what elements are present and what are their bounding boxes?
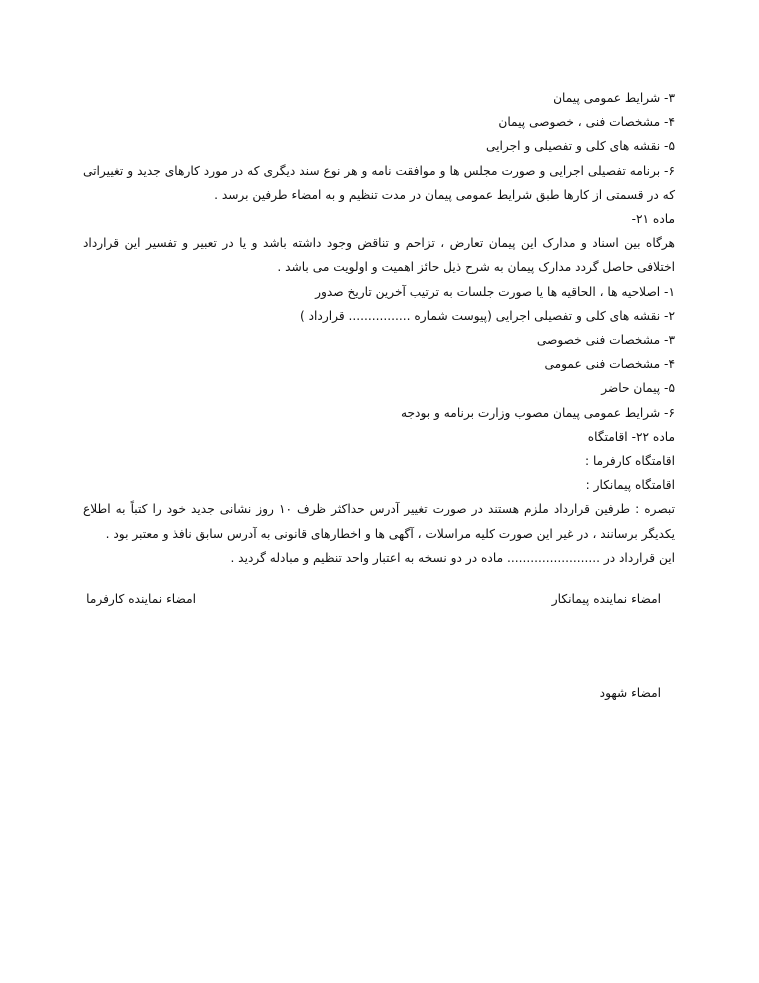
signature-row bbox=[0, 592, 759, 616]
employer-address-label: اقامتگاه کارفرما : bbox=[584, 454, 675, 469]
article-21-heading: ماده ۲۱- bbox=[631, 212, 675, 227]
item-drawings: ۵- نقشه های کلی و تفصیلی و اجرایی bbox=[485, 139, 675, 154]
note-address-change: تبصره : طرفین قرارداد ملزم هستند در صورت تغییر آدرس حداکثر ظرف ۱۰ روز نشانی جدید خود را کتباً به اطلاع یکدیگر برسانند ، در غیر این صورت کلیه مراسلات ، آگهی ها و اخطارهای قانونی به آدرس سابق نافذ و معتبر بود . bbox=[83, 502, 675, 541]
employer-signature-label: امضاء نماینده کارفرما bbox=[86, 592, 196, 606]
contract-body bbox=[83, 86, 675, 570]
priority-item-1: ۱- اصلاحیه ها ، الحاقیه ها یا صورت جلسات به ترتیب آخرین تاریخ صدور bbox=[315, 284, 675, 299]
article-22-heading: ماده ۲۲- اقامتگاه bbox=[587, 429, 675, 444]
priority-item-4: ۴- مشخصات فنی عمومی bbox=[544, 357, 675, 372]
priority-item-2: ۲- نقشه های کلی و تفصیلی اجرایی (پیوست شماره ................ قرارداد ) bbox=[299, 308, 675, 323]
contractor-address-label: اقامتگاه پیمانکار : bbox=[585, 478, 675, 493]
priority-item-3: ۳- مشخصات فنی خصوصی bbox=[536, 333, 675, 348]
witness-signature-label: امضاء شهود bbox=[599, 686, 661, 700]
item-technical-specs: ۴- مشخصات فنی ، خصوصی پیمان bbox=[498, 115, 675, 130]
priority-item-6: ۶- شرایط عمومی پیمان مصوب وزارت برنامه و بودجه bbox=[400, 405, 675, 420]
closing-statement: این قرارداد در ........................ ماده در دو نسخه به اعتبار واحد تنظیم و مبادله گردید . bbox=[230, 550, 675, 565]
article-21-text: هرگاه بین اسناد و مدارک این پیمان تعارض ، تزاحم و تناقض وجود داشته باشد و یا در تعبیر و تفسیر این قرارداد اختلافی حاصل گردد مدارک پیمان به شرح ذیل حائز اهمیت و اولویت می باشد . bbox=[83, 236, 675, 275]
item-general-conditions: ۳- شرایط عمومی پیمان bbox=[553, 91, 675, 105]
priority-item-5: ۵- پیمان حاضر bbox=[601, 381, 675, 396]
item-execution-program: ۶- برنامه تفصیلی اجرایی و صورت مجلس ها و موافقت نامه و هر نوع سند دیگری که در مورد کارهای جدید و تغییراتی که در قسمتی از کارها طبق شرایط عمومی پیمان در مدت تنظیم و به امضاء طرفین برسد . bbox=[83, 163, 675, 202]
contractor-signature-label: امضاء نماینده پیمانکار bbox=[551, 592, 661, 606]
